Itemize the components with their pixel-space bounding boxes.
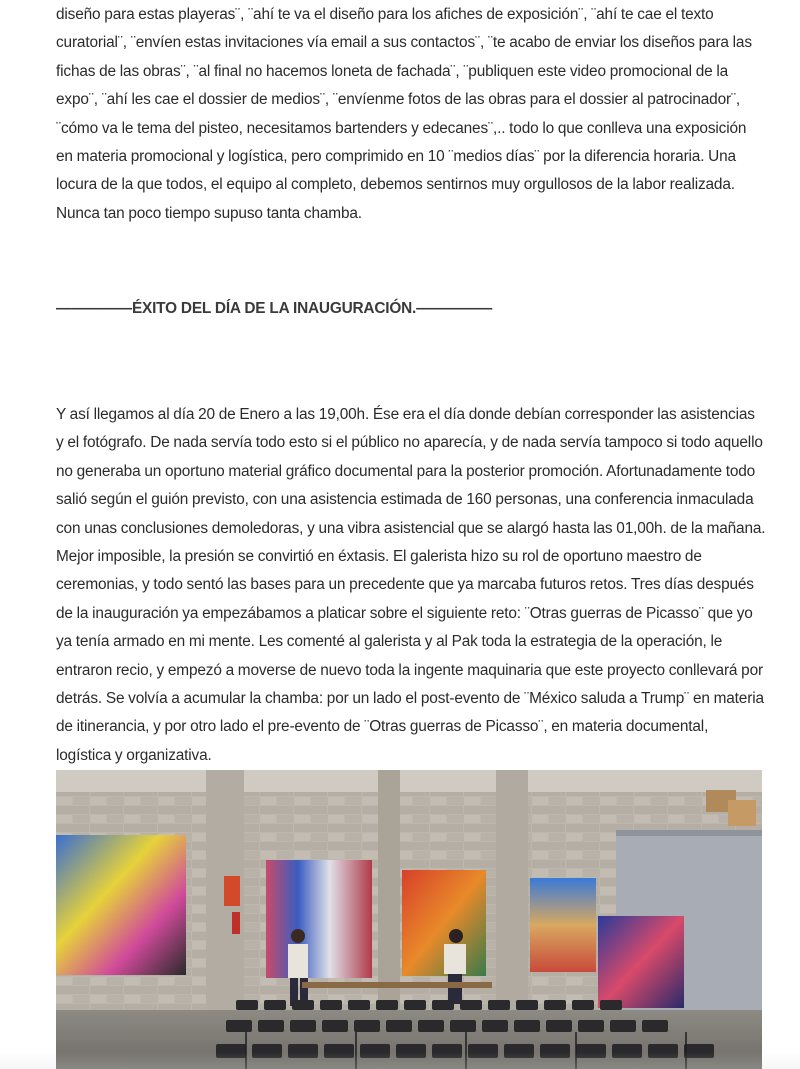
section-heading-inauguration: —————ÉXITO DEL DÍA DE LA INAUGURACIÓN.—————: [56, 300, 493, 317]
article-paragraph-promotion: diseño para estas playeras¨, ¨ahí te va el diseño para los afiches de exposición¨, ¨ahí te cae el texto curatorial¨, ¨envíen estas invitaciones vía email a sus contactos¨, ¨te acabo de enviar los diseños para las fichas de las obras¨, ¨al final no hacemos loneta de fachada¨, ¨publiquen este video promocional de la expo¨, ¨ahí les cae el dossier de medios¨, ¨envíenme fotos de las obras para el dossier al patrocinador¨, ¨cómo va le tema del pisteo, necesitamos bartenders y edecanes¨,.. todo lo que conlleva una exposición en materia promocional y logística, pero comprimido en 10 ¨medios días¨ por la diferencia horaria. Una locura de la que todos, el equipo al completo, debemos sentirnos muy orgullosos de la labor realizada. Nunca tan poco tiempo supuso tanta chamba.: [56, 6, 752, 222]
gallery-photo-illustration: [56, 770, 762, 1069]
gallery-exhibition-photo: [56, 770, 762, 1069]
article-paragraph-inauguration: Y así llegamos al día 20 de Enero a las 19,00h. Ése era el día donde debían corresponder las asistencias y el fotógrafo. De nada servía todo esto si el público no aparecía, y de nada servía tampoco si todo aquello no generaba un oportuno material gráfico documental para la posterior promoción. Afortunadamente todo salió según el guión previsto, con una asistencia estimada de 160 personas, una conferencia inmaculada con unas conclusiones demoledoras, y una vibra asistencial que se alargó hasta las 01,00h. de la mañana. Mejor imposible, la presión se convirtió en éxtasis. El galerista hizo su rol de oportuno maestro de ceremonias, y todo sentó las bases para un precedente que ya marcaba futuros retos. Tres días después de la inauguración ya empezábamos a platicar sobre el siguiente reto: ¨Otras guerras de Picasso¨ que yo ya tenía armado en mi mente. Les comenté al galerista y al Pak toda la estrategia de la operación, le entraron recio, y empezó a moverse de nuevo toda la ingente maquinaria que este proyecto conllevará por detrás. Se volvía a acumular la chamba: por un lado el post-evento de ¨México saluda a Trump¨ en materia de itinerancia, y por otro lado el pre-evento de ¨Otras guerras de Picasso¨, en materia documental, logística y organizativa.: [56, 406, 766, 764]
